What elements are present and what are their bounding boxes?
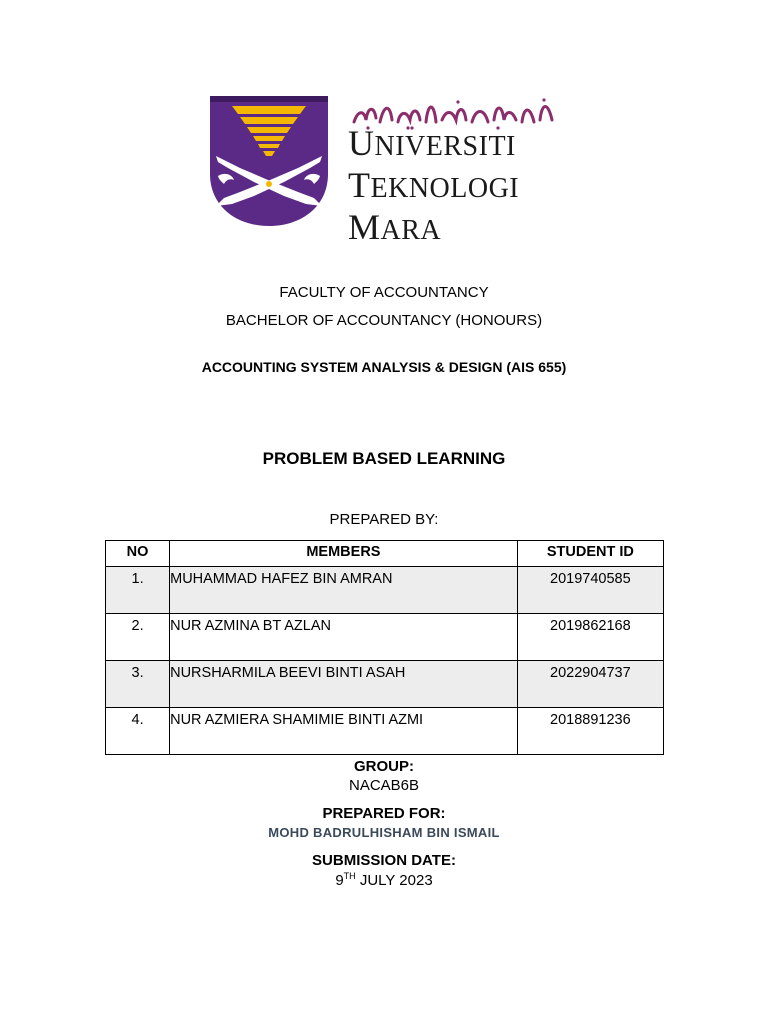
members-table <box>105 540 664 755</box>
logo-line-1: UNIVERSITI <box>348 123 516 163</box>
table-row <box>106 614 664 661</box>
submission-day-suffix: TH <box>343 871 356 881</box>
row-number: 1. <box>106 567 170 614</box>
row-number: 4. <box>106 708 170 755</box>
course-title: ACCOUNTING SYSTEM ANALYSIS & DESIGN (AIS 655) <box>201 359 567 375</box>
university-name <box>348 123 520 252</box>
header-student-id: STUDENT ID <box>517 541 663 567</box>
submission-month-year: JULY 2023 <box>355 872 433 889</box>
member-name: NURSHARMILA BEEVI BINTI ASAH <box>170 661 518 708</box>
program-name: BACHELOR OF ACCOUNTANCY (HONOURS) <box>225 312 543 329</box>
document-title: PROBLEM BASED LEARNING <box>262 449 506 468</box>
uitm-logo <box>210 96 560 247</box>
table-row <box>106 708 664 755</box>
submission-day: 9 <box>335 872 344 889</box>
group-value: NACAB6B <box>348 777 420 794</box>
prepared-by-label: PREPARED BY: <box>329 511 439 528</box>
table-header-row <box>106 541 664 567</box>
member-name: NUR AZMIERA SHAMIMIE BINTI AZMI <box>170 708 518 755</box>
faculty-name: FACULTY OF ACCOUNTANCY <box>279 284 489 301</box>
student-id: 2019740585 <box>517 567 663 614</box>
table-row <box>106 567 664 614</box>
member-name: MUHAMMAD HAFEZ BIN AMRAN <box>170 567 518 614</box>
prepared-for-label: PREPARED FOR: <box>322 805 446 822</box>
header-no: NO <box>106 541 170 567</box>
lecturer-name: MOHD BADRULHISHAM BIN ISMAIL <box>268 825 500 840</box>
table-row <box>106 661 664 708</box>
uitm-emblem-icon <box>210 96 330 228</box>
submission-date-label: SUBMISSION DATE: <box>312 852 456 869</box>
logo-line-2: TEKNOLOGI <box>348 165 520 205</box>
row-number: 2. <box>106 614 170 661</box>
header-members: MEMBERS <box>170 541 518 567</box>
submission-date-value <box>0 872 768 889</box>
group-label: GROUP: <box>354 758 414 775</box>
row-number: 3. <box>106 661 170 708</box>
student-id: 2019862168 <box>517 614 663 661</box>
student-id: 2022904737 <box>517 661 663 708</box>
member-name: NUR AZMINA BT AZLAN <box>170 614 518 661</box>
logo-line-3: MARA <box>348 207 442 247</box>
student-id: 2018891236 <box>517 708 663 755</box>
